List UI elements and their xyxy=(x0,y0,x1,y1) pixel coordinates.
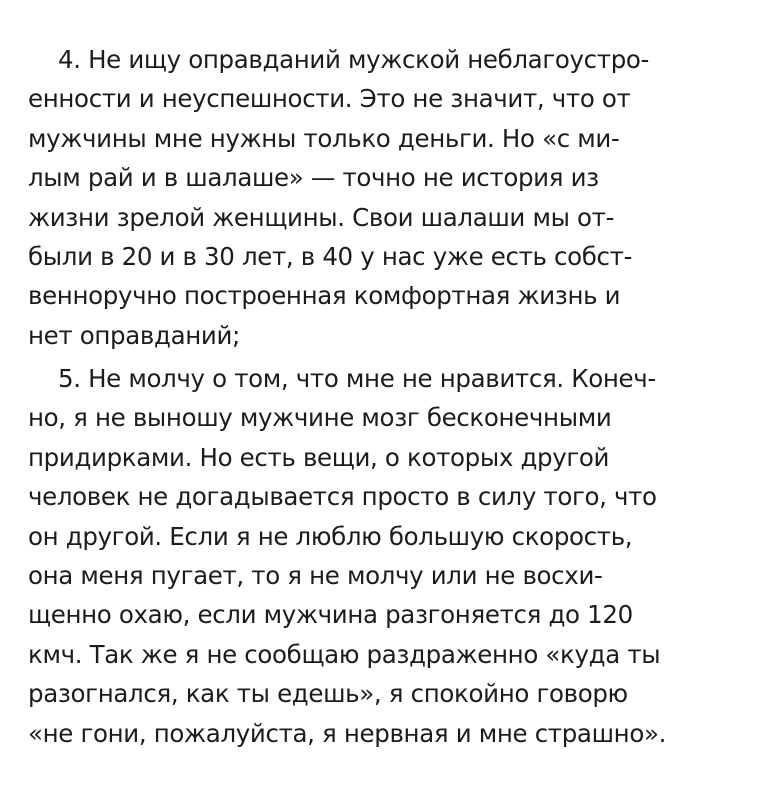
text-line: жизни зрелой женщины. Свои шалаши мы от- xyxy=(28,202,615,232)
text-line: но, я не выношу мужчине мозг бесконечными xyxy=(28,403,612,433)
text-line: разогнался, как ты едешь», я спокойно говорю xyxy=(28,679,628,709)
paragraph-item-5 xyxy=(28,359,748,753)
text-line: человек не догадывается просто в силу того, что xyxy=(28,482,657,512)
text-line: нет оправданий; xyxy=(28,320,240,350)
text-line: 5. Не молчу о том, что мне не нравится. Конеч- xyxy=(58,364,656,393)
paragraph-item-4 xyxy=(28,40,748,355)
text-line: щенно охаю, если мужчина разгоняется до 120 xyxy=(28,600,633,630)
text-line: мужчины мне нужны только деньги. Но «с ми- xyxy=(28,123,620,153)
text-line: он другой. Если я не люблю большую скорость, xyxy=(28,521,633,551)
text-line: были в 20 и в 30 лет, в 40 у нас уже есть собст- xyxy=(28,242,633,272)
text-line: кмч. Так же я не сообщаю раздраженно «куда ты xyxy=(28,639,661,669)
text-line: енности и неуспешности. Это не значит, что от xyxy=(28,84,631,114)
text-line: венноручно построенная комфортная жизнь и xyxy=(28,281,621,311)
text-line: она меня пугает, то я не молчу или не восхи- xyxy=(28,561,603,591)
text-line: «не гони, пожалуйста, я нервная и мне страшно». xyxy=(28,718,667,748)
text-line: придирками. Но есть вещи, о которых другой xyxy=(28,442,610,472)
text-line: 4. Не ищу оправданий мужской неблагоустро- xyxy=(58,45,650,74)
text-line: лым рай и в шалаше» — точно не история из xyxy=(28,163,599,193)
